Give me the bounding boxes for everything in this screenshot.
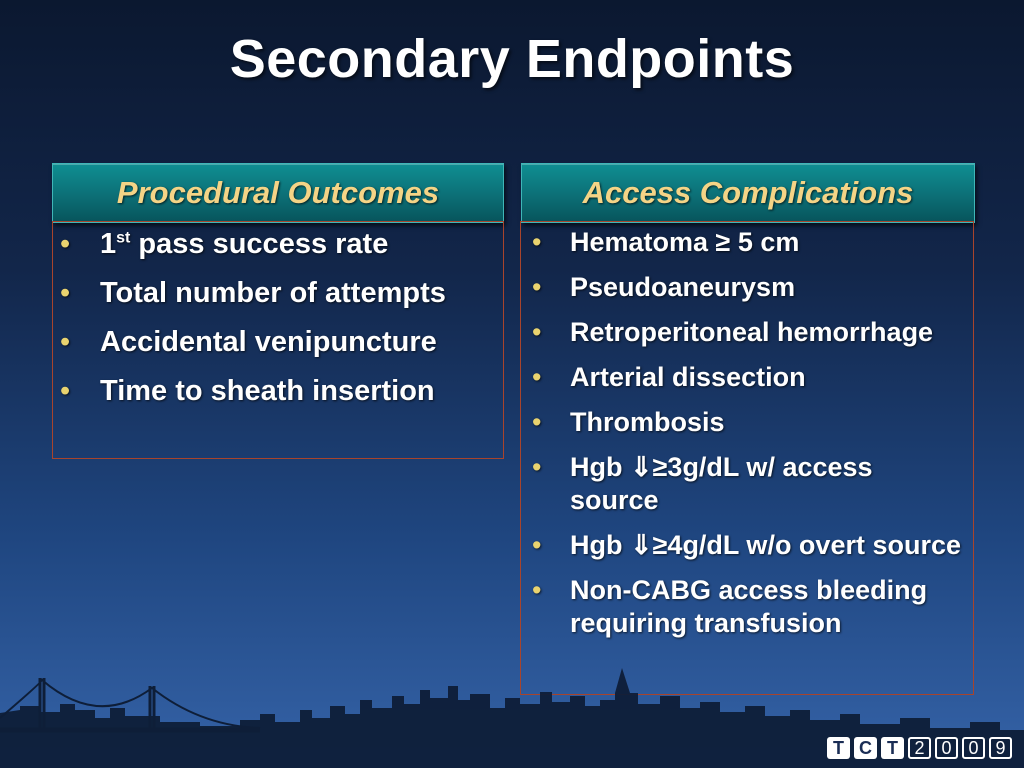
list-item: • Total number of attempts — [60, 277, 446, 309]
list-item: • Time to sheath insertion — [60, 375, 435, 407]
tct-2009-logo — [827, 737, 1012, 759]
access-complications-header-label: Access Complications — [582, 175, 914, 210]
list-item: • 1st pass success rate — [60, 228, 389, 260]
bullet-icon: • — [532, 452, 542, 482]
access-complications-list — [532, 226, 965, 652]
procedural-outcomes-header — [52, 163, 504, 223]
bullet-icon: • — [532, 575, 542, 605]
bullet-icon: • — [60, 326, 71, 358]
logo-digit: 0 — [935, 737, 958, 759]
bullet-icon: • — [532, 227, 542, 257]
bullet-icon: • — [532, 407, 542, 437]
logo-digit: 9 — [989, 737, 1012, 759]
list-item: • Pseudoaneurysm — [532, 272, 796, 302]
bullet-icon: • — [60, 277, 71, 309]
procedural-outcomes-header-label: Procedural Outcomes — [116, 175, 440, 210]
logo-digit: 0 — [962, 737, 985, 759]
list-item: • Non-CABG access bleeding requiring transfusion — [532, 575, 928, 638]
bullet-icon: • — [60, 228, 71, 260]
bullet-icon: • — [532, 530, 542, 560]
bullet-icon: • — [532, 272, 542, 302]
list-item: • Hgb ⇓≥3g/dL w/ access source — [532, 452, 873, 515]
list-item: • Hgb ⇓≥4g/dL w/o overt source — [532, 530, 961, 560]
list-item: • Accidental venipuncture — [60, 326, 437, 358]
list-item: • Retroperitoneal hemorrhage — [532, 317, 934, 347]
list-item: • Hematoma ≥ 5 cm — [532, 227, 800, 257]
procedural-outcomes-list — [60, 227, 500, 423]
list-item: • Arterial dissection — [532, 362, 806, 392]
logo-letter: C — [854, 737, 877, 759]
logo-digit: 2 — [908, 737, 931, 759]
list-item: • Thrombosis — [532, 407, 725, 437]
access-complications-header — [521, 163, 975, 223]
logo-letter: T — [881, 737, 904, 759]
logo-letter: T — [827, 737, 850, 759]
bullet-icon: • — [532, 317, 542, 347]
slide-title: Secondary Endpoints — [229, 29, 795, 89]
bullet-icon: • — [60, 375, 71, 407]
bullet-icon: • — [532, 362, 542, 392]
